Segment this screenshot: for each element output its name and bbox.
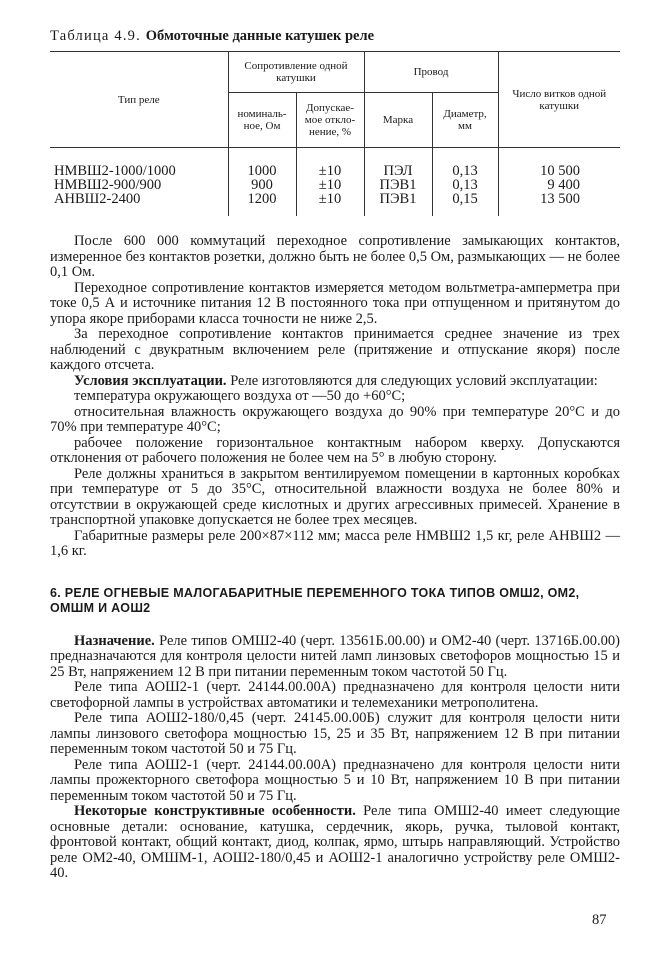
paragraph: температура окружающего воздуха от —50 до +60°С;: [74, 388, 406, 404]
header-brand: Марка: [364, 93, 432, 148]
run-in-heading: Условия эксплуатации.: [74, 372, 227, 389]
paragraph: Переходное сопротивление контактов измеряется методом вольтметра-амперметра при токе 0,5 А и источнике питания 12 В постоянного тока при отпущенном и притянутом до упора якоре приборами класса точности не ниже 2,5.: [50, 279, 620, 327]
winding-data-table: [50, 51, 620, 216]
page-number: 87: [592, 912, 607, 928]
cell-turns: 9 400: [498, 178, 620, 192]
cell-tolerance: ±10: [296, 192, 364, 216]
paragraph: относительная влажность окружающего воздуха до 90% при температуре 20°С и до 70% при температуре 40°С;: [50, 403, 620, 435]
paragraph: Реле должны храниться в закрытом вентилируемом помещении в картонных коробках при температуре от 5 до 35°С, относительной влажности воздуха не более 80% и отсутствии в окружающей среде кислотных и других агрессивных примесей. Хранение в транспортной упаковке допускается не более трех месяцев.: [50, 465, 620, 528]
cell-brand: ПЭВ1: [364, 178, 432, 192]
table-caption-prefix: Таблица 4.9.: [50, 28, 141, 44]
header-resistance-group: Сопротивление одной катушки: [228, 52, 364, 93]
paragraph: [50, 634, 620, 681]
paragraph: [50, 804, 620, 882]
body-text: [50, 234, 620, 560]
cell-diameter: 0,15: [432, 192, 498, 216]
table-caption-title: Обмоточные данные катушек реле: [145, 28, 375, 44]
cell-nominal: 900: [228, 178, 296, 192]
cell-turns: 13 500: [498, 192, 620, 216]
paragraph: [50, 374, 620, 390]
table-caption: [50, 28, 620, 45]
paragraph: рабочее положение горизонтальное контактным набором кверху. Допускаются отклонения от рабочего положения не более чем на 5° в любую сторону.: [50, 434, 620, 466]
header-relay-type: Тип реле: [50, 52, 228, 148]
cell-diameter: 0,13: [432, 148, 498, 179]
paragraph: Габаритные размеры реле 200×87×112 мм; масса реле НМВШ2 1,5 кг, реле АНВШ2 — 1,6 кг.: [50, 527, 620, 559]
table-row: [50, 178, 620, 192]
section-text: [50, 634, 620, 882]
header-nominal: номиналь-ное, Ом: [228, 93, 296, 148]
run-in-heading: Некоторые конструктивные особенности.: [74, 803, 356, 819]
cell-type: АНВШ2-2400: [54, 191, 141, 207]
paragraph-text: Реле типов ОМШ2-40 (черт. 13561Б.00.00) и ОМ2-40 (черт. 13716Б.00.00) предназначаются для контроля целости нитей ламп линзовых светофоров мощностью 15 и 25 Вт, напряжением 12 В при питании переменным током частотой 50 Гц.: [50, 632, 620, 680]
paragraph: Реле типа АОШ2-1 (черт. 24144.00.00А) предназначено для контроля целости нити лампы прожекторного светофора мощностью 5 и 10 Вт, напряжением 10 В при питании переменным током частотой 50 и 75 Гц.: [50, 756, 620, 804]
paragraph-text: Реле изготовляются для следующих условий эксплуатации:: [230, 372, 598, 389]
run-in-heading: Назначение.: [74, 632, 155, 649]
paragraph: За переходное сопротивление контактов принимается среднее значение из трех наблюдений с двукратным включением реле (притяжение и отпускание якоря) после каждого отсчета.: [50, 326, 620, 373]
cell-brand: ПЭЛ: [364, 148, 432, 179]
cell-turns: 10 500: [498, 148, 620, 179]
paragraph-text: Реле типа ОМШ2-40 имеет следующие основные детали: основание, катушка, сердечник, якорь, ручка, тыловой контакт, фронтовой контакт, общий контакт, диод, колпак, ярмо, штырь направляющий. Устройство реле ОМ2-40, ОМШМ-1, АОШ2-180/0,45 и АОШ2-1 аналогично устройству реле ОМШ2-40.: [50, 803, 620, 881]
cell-nominal: 1000: [228, 148, 296, 179]
cell-brand: ПЭВ1: [364, 192, 432, 216]
paragraph: После 600 000 коммутаций переходное сопротивление замыкающих контактов, измеренное без контактов розетки, должно быть не более 0,5 Ом, размыкающих — не более 0,1 Ом.: [50, 233, 620, 280]
table-row: [50, 192, 620, 216]
cell-type: НМВШ2-900/900: [54, 177, 162, 193]
paragraph: Реле типа АОШ2-180/0,45 (черт. 24145.00.00Б) служит для контроля целости нити лампы линзового светофора мощностью 15, 25 и 35 Вт, напряжением 12 В при питании переменным током частотой 50 и 75 Гц.: [50, 710, 620, 757]
cell-type: НМВШ2-1000/1000: [54, 163, 176, 179]
page: [50, 28, 620, 882]
header-wire-group: Провод: [364, 52, 498, 93]
table-row: [50, 148, 620, 179]
header-diameter: Диаметр, мм: [432, 93, 498, 148]
cell-tolerance: ±10: [296, 178, 364, 192]
cell-nominal: 1200: [228, 192, 296, 216]
cell-tolerance: ±10: [296, 148, 364, 179]
header-tolerance: Допускае-мое откло-нение, %: [296, 93, 364, 148]
section-heading: 6. РЕЛЕ ОГНЕВЫЕ МАЛОГАБАРИТНЫЕ ПЕРЕМЕННОГО ТОКА ТИПОВ ОМШ2, ОМ2, ОМШМ И АОШ2: [50, 585, 580, 615]
cell-diameter: 0,13: [432, 178, 498, 192]
paragraph: Реле типа АОШ2-1 (черт. 24144.00.00А) предназначено для контроля целости нити светофорной лампы в устройствах автоматики и телемеханики метрополитена.: [50, 679, 620, 711]
header-turns: Число витков одной катушки: [498, 52, 620, 148]
